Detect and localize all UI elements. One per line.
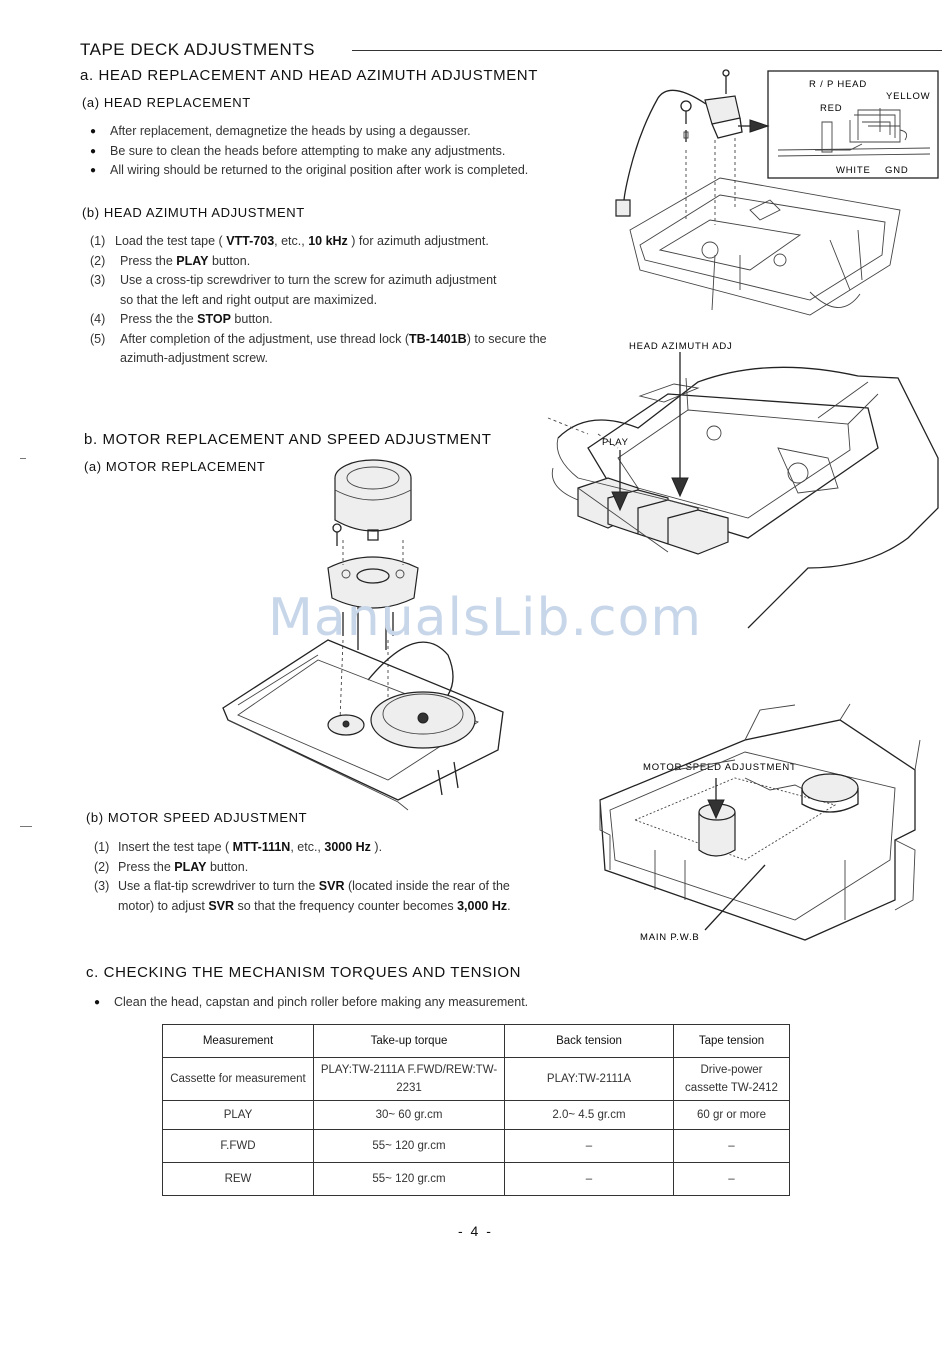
table-cell: 2.0~ 4.5 gr.cm: [505, 1101, 674, 1130]
column-header: Tape tension: [674, 1025, 790, 1058]
table-cell: –: [674, 1163, 790, 1196]
section-a-sub-a-heading: (a) HEAD REPLACEMENT: [82, 95, 251, 110]
section-b-sub-a-heading: (a) MOTOR REPLACEMENT: [84, 459, 266, 474]
list-item: (1) Insert the test tape ( MTT-111N, etc., 3000 Hz ).: [94, 840, 383, 854]
motor-speed-adj-label: MOTOR SPEED ADJUSTMENT: [643, 762, 797, 773]
azimuth-steps: [90, 232, 547, 369]
section-b-sub-b-heading: (b) MOTOR SPEED ADJUSTMENT: [86, 810, 308, 825]
table-cell: –: [505, 1130, 674, 1163]
list-item: (1) Load the test tape ( VTT-703, etc., 10 kHz ) for azimuth adjustment.: [90, 234, 489, 248]
table-cell: 30~ 60 gr.cm: [314, 1101, 505, 1130]
list-item: ● All wiring should be returned to the original position after work is completed.: [90, 161, 630, 181]
table-cell: F.FWD: [163, 1130, 314, 1163]
list-item: (4) Press the the STOP button.: [90, 312, 273, 326]
table-cell: PLAY:TW-2111A: [505, 1058, 674, 1101]
list-item: (3) Use a cross-tip screwdriver to turn the screw for azimuth adjustment so that the left and right output are maximized.: [90, 273, 497, 307]
margin-mark: [20, 826, 32, 827]
table-cell: –: [505, 1163, 674, 1196]
section-a-heading: a. HEAD REPLACEMENT AND HEAD AZIMUTH ADJUSTMENT: [80, 67, 538, 84]
main-pwb-label: MAIN P.W.B: [640, 932, 700, 943]
column-header: Take-up torque: [314, 1025, 505, 1058]
table-cell: 60 gr or more: [674, 1101, 790, 1130]
list-item: (2) Press the PLAY button.: [90, 253, 251, 268]
table-cell: –: [674, 1130, 790, 1163]
rp-head-label: R / P HEAD: [809, 79, 867, 90]
table-cell: REW: [163, 1163, 314, 1196]
table-cell: PLAY:TW-2111A F.FWD/REW:TW-2231: [314, 1058, 505, 1101]
white-label: WHITE: [836, 165, 871, 176]
yellow-label: YELLOW: [886, 91, 931, 102]
section-a-sub-b-heading: (b) HEAD AZIMUTH ADJUSTMENT: [82, 205, 305, 220]
cassette-deck-diagram: [548, 338, 948, 628]
list-item: ● Clean the head, capstan and pinch roller before making any measurement.: [94, 993, 654, 1013]
table-cell: 55~ 120 gr.cm: [314, 1130, 505, 1163]
column-header: Back tension: [505, 1025, 674, 1058]
red-label: RED: [820, 103, 843, 114]
torque-table: [162, 1024, 790, 1196]
list-item: ● Be sure to clean the heads before attempting to make any adjustments.: [90, 142, 630, 162]
table-row: [163, 1058, 790, 1101]
table-cell: Drive-power cassette TW-2412: [674, 1058, 790, 1101]
column-header: Measurement: [163, 1025, 314, 1058]
list-item: ● After replacement, demagnetize the heads by using a degausser.: [90, 122, 630, 142]
margin-mark: [20, 458, 26, 459]
list-item: (2) Press the PLAY button.: [94, 859, 249, 874]
head-replacement-bullets: [90, 122, 630, 181]
section-c-heading: c. CHECKING THE MECHANISM TORQUES AND TENSION: [86, 964, 522, 981]
page-title: TAPE DECK ADJUSTMENTS: [80, 40, 315, 59]
table-row: [163, 1163, 790, 1196]
title-rule: [352, 50, 942, 51]
table-cell: Cassette for measurement: [163, 1058, 314, 1101]
list-item: (5) After completion of the adjustment, use thread lock (TB-1401B) to secure the azimuth-adjustment screw.: [90, 331, 547, 365]
head-azimuth-adj-label: HEAD AZIMUTH ADJ: [629, 341, 733, 352]
gnd-label: GND: [885, 165, 909, 176]
watermark: ManualsLib.com: [268, 588, 703, 648]
page-number: - 4 -: [458, 1223, 493, 1239]
list-item: (3) Use a flat-tip screwdriver to turn the SVR (located inside the rear of the motor) to adjust SVR so that the frequency counter becomes 3,000 Hz.: [94, 879, 511, 913]
table-header-row: [163, 1025, 790, 1058]
table-cell: PLAY: [163, 1101, 314, 1130]
table-row: [163, 1101, 790, 1130]
table-cell: 55~ 120 gr.cm: [314, 1163, 505, 1196]
motor-speed-diagram: [595, 700, 925, 950]
torque-bullets: [94, 993, 654, 1013]
head-assembly-diagram: [600, 60, 931, 330]
play-label: PLAY: [602, 437, 629, 448]
table-row: [163, 1130, 790, 1163]
motor-speed-steps: [94, 838, 554, 916]
section-b-heading: b. MOTOR REPLACEMENT AND SPEED ADJUSTMENT: [84, 431, 492, 448]
